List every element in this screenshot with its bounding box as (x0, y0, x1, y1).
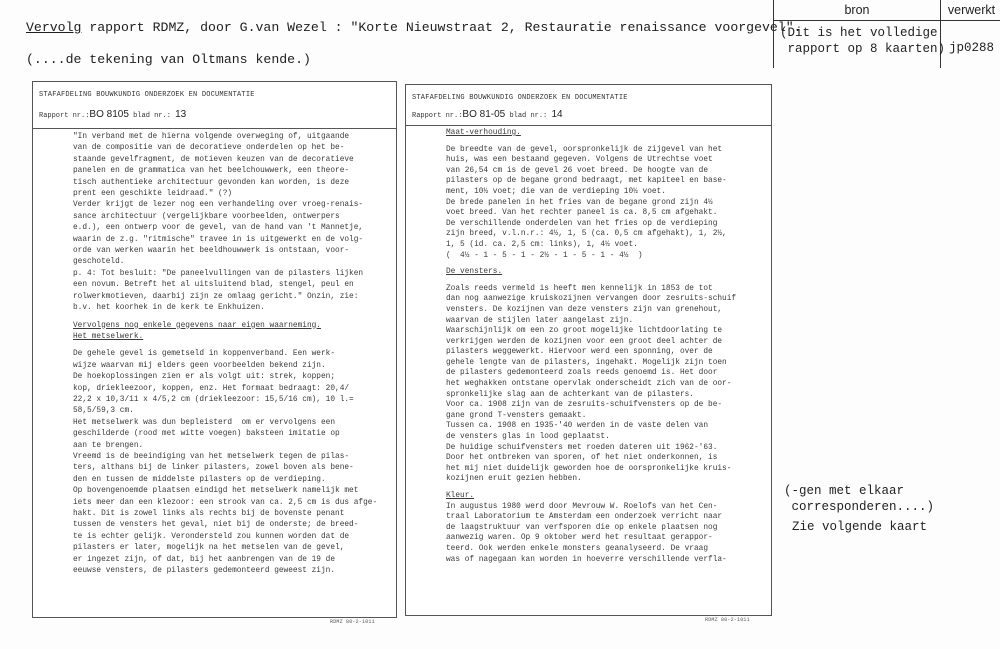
bron-value: (Dit is het volledige rapport op 8 kaarten) (780, 26, 946, 56)
card-header (33, 82, 396, 129)
text-line: pilasters er later, mogelijk na het metselen van de gevel, (73, 544, 345, 553)
document-title (26, 20, 802, 35)
text-line: eeuwse vensters, de pilasters gedemonteerd geweest zijn. (73, 567, 336, 576)
text-line: ters, althans bij de linker pilasters, zowel boven als bene- (73, 464, 354, 473)
text-line: waarin de z.g. "ritmische" travee in is uitgewerkt en de volg- (73, 235, 364, 244)
text-line: teerd. Ook werden enkele monsters geanalyseerd. De vraag (446, 544, 709, 553)
text-line: De gehele gevel is gemetseld in koppenverband. Een werk- (73, 350, 336, 359)
text-line: het mij niet duidelijk geworden hoe de oorspronkelijke kruis- (446, 464, 732, 473)
text-line: was of nagegaan kan worden in hoeverre verschillende verfla- (446, 555, 727, 564)
card-body (446, 128, 767, 565)
text-line: huis, was een bestaand gegeven. Volgens de Utrechtse voet (446, 156, 713, 165)
text-line: de laagstruktuur van verfsporen die op enkele plaatsen nog (446, 523, 718, 532)
text-line: gane grond T-vensters gemaakt. (446, 411, 587, 420)
text-line: aanwezig waren. Op 9 oktober werd het resultaat gerappor- (446, 534, 713, 543)
card-body (73, 132, 392, 577)
text-line: "In verband met de hierna volgende overweging of, uitgaande (73, 133, 350, 141)
text-line: Zoals reeds vermeld is heeft men kennelijk in 1853 de tot (446, 284, 713, 293)
section-heading: Vervolgens nog enkele gegevens naar eigen waarneming. (73, 321, 321, 330)
text-line: Door het ontbreken van sporen, of het niet onderkonnen, is (446, 454, 718, 463)
text-line: Op bovengenoemde plaatsen eindigd het metselwerk namelijk met (73, 487, 359, 496)
document-subtitle: (....de tekening van Oltmans kende.) (26, 52, 311, 67)
blad-label: blad nr.: (509, 112, 548, 120)
text-line: verkrijgen werden de kozijnen voor een groot deel achter de (446, 337, 723, 346)
text-line: gehele lengte van de pilasters, ingehakt. Mogelijk zijn toen (446, 358, 727, 367)
text-line: vensters. De kozijnen van deze vensters zijn van grenehout, (446, 305, 723, 314)
section-heading: De vensters. (446, 268, 503, 277)
text-line: de pilasters gedemonteerd zoals reeds genoemd is. Het door (446, 369, 718, 378)
blad-number: 14 (551, 109, 563, 120)
text-line: In augustus 1980 werd door Mevrouw W. Roelofs van het Cen- (446, 502, 718, 511)
card-header (406, 85, 771, 126)
text-line: wijze waarvan mij elders geen voorbeelden bekend zijn. (73, 361, 326, 370)
text-line: Het metselwerk was dun bepleisterd om er vervolgens een (73, 418, 336, 427)
text-line: prent een geschikte leidraad." (?) (73, 190, 233, 199)
text-line: e.d.), een ontwerp voor de gevel, van de hand van 't Mannetje, (73, 224, 364, 233)
title-prefix: Vervolg (26, 20, 82, 35)
section-heading: Maat-verhouding. (446, 129, 521, 137)
text-line: rolwerkmotieven, daarbij zijn ze omlaag gericht." Onzin, zie: (73, 292, 359, 301)
text-line: 58,5/59,3 cm. (73, 407, 134, 416)
text-line: traal Laboratorium te Amsterdam een onderzoek verricht naar (446, 513, 723, 522)
rapport-line (412, 109, 563, 120)
text-line: De breedte van de gevel, oorspronkelijk de zijgevel van het (446, 145, 723, 154)
text-line: geschilderde (rood met witte voegen) baksteen imitatie op (73, 430, 340, 439)
text-line: een novum. Betreft het al uitsluitend blad, stengel, peul en (73, 281, 354, 290)
card-footer-code: RDMZ 80-2-1011 (705, 617, 750, 623)
text-line: De hoekoplossingen zien er als volgt uit: strek, koppen; (73, 373, 336, 382)
text-line: hakt. Dit is zowel links als rechts bij de bovenste penant (73, 510, 345, 518)
text-line: 22,2 x 10,3/11 x 4/5,2 cm (driekleezoor: 15,5/16 cm), 10 l.= (73, 395, 354, 404)
column-header-bron: bron (844, 3, 870, 17)
text-line: te is echter gelijk. Verondersteld zou kunnen worden dat de (73, 532, 350, 541)
text-line: het weghakken ontstane opervlak onderscheidt zich van de oor- (446, 380, 732, 389)
source-box (773, 0, 1000, 68)
rapport-number: BO 81-05 (462, 109, 506, 120)
text-line: waarvan de stijlen later aangelast zijn. (446, 316, 634, 325)
text-line: orde van werken waarin het beeldhouwwerk is ontstaan, voor- (73, 247, 350, 256)
text-line: voet breed. Van het rechter paneel is ca. 8,5 cm afgehakt. (446, 209, 718, 218)
text-line: tisch authentieke architectuur gevonden kan worden, is deze (73, 178, 350, 187)
text-line: Verder krijgt de lezer nog een verhandeling over vroeg-renais- (73, 201, 364, 210)
section-heading: Het metselwerk. (73, 332, 144, 341)
report-card-14 (405, 84, 772, 616)
text-line: ( 4½ - 1 - 5 - 1 - 2½ - 1 - 5 - 1 - 4½ ) (446, 251, 643, 260)
text-line: p. 4: Tot besluit: "De paneelvullingen van de pilasters lijken (73, 269, 364, 278)
text-line: zijn breed, v.l.n.r.: 4½, 1, 5 (ca. 0,5 cm afgehakt), 1, 2½, (446, 230, 727, 239)
text-line: pilasters op de begane grond bedraagt, met kapiteel en base- (446, 177, 727, 186)
text-line: kozijnen eruit gezien hebben. (446, 475, 582, 484)
next-card-note: Zie volgende kaart (792, 520, 928, 534)
text-line: Vreemd is de beeindiging van het metselwerk tegen de pilas- (73, 452, 350, 461)
verwerkt-value: jp0288 (948, 41, 994, 55)
text-line: kop, driekleezoor, koppen, enz. Het formaat bedraagt: 20,4/ (73, 384, 350, 393)
rapport-number: BO 8105 (89, 109, 129, 120)
text-line: tussen de vensters het geval, niet bij de onderste; de breed- (73, 521, 359, 530)
text-line: ment, 10½ voet; die van de verdieping 10½ voet. (446, 187, 666, 196)
text-line: de vensters glas in lood geplaatst. (446, 433, 610, 442)
blad-number: 13 (175, 109, 187, 120)
section-heading: Kleur. (446, 492, 475, 500)
text-line: dan nog aanwezige kruiskozijnen vervangen door zesruits-schuif (446, 295, 737, 304)
rapport-label: Rapport nr.: (412, 112, 463, 120)
text-line: iets meer dan een klezoor: een strook van ca. 2,5 cm is dus afge- (73, 498, 378, 507)
text-line: Waarschijnlijk om een zo groot mogelijke lichtdoorlating te (446, 327, 723, 336)
department-label: STAFAFDELING BOUWKUNDIG ONDERZOEK EN DOCUMENTATIE (412, 94, 628, 102)
report-card-13 (32, 81, 397, 618)
text-line: panelen en de grammatica van het beelchouwwerk, een theore- (73, 167, 350, 176)
text-line: van de compositie van de decoratieve onderdelen op het be- (73, 144, 345, 153)
text-line: b.v. het koorhek in de kerk te Enkhuizen. (73, 304, 265, 313)
text-line: spronkelijke slag aan de achterkant van de pilasters. (446, 390, 694, 399)
text-line: van 26,54 cm is de gevel 26 voet breed. De hoogte van de (446, 166, 709, 175)
text-line: 1, 5 (id. ca. 2,5 cm: links), 1, 4½ voet. (446, 240, 638, 249)
rapport-line (39, 109, 186, 120)
blad-label: blad nr.: (133, 112, 171, 120)
text-line: geschoteld. (73, 258, 125, 267)
text-line: De huidige schuifvensters met roeden dateren uit 1962-'63. (446, 443, 718, 452)
text-line: pilasters weggewerkt. Hiervoor werd een sponning, over de (446, 348, 713, 357)
department-label: STAFAFDELING BOUWKUNDIG ONDERZOEK EN DOCUMENTATIE (39, 91, 255, 99)
text-line: aan te brengen. (73, 441, 144, 450)
text-line: Voor ca. 1908 zijn van de zesruits-schuifvensters op de be- (446, 401, 723, 410)
text-line: sance architectuur (vergelijkbare voorbeelden, ontwerpers (73, 212, 340, 221)
text-line: den en tussen de middelste pilasters op de verdieping. (73, 475, 326, 484)
text-line: De brede panelen in het fries van de begane grond zijn 4½ (446, 198, 713, 207)
margin-note: (-gen met elkaar corresponderen....) (784, 484, 935, 514)
title-text: rapport RDMZ, door G.van Wezel : "Korte Nieuwstraat 2, Restauratie renaissance voorgevel". (81, 20, 802, 35)
text-line: De verschillende onderdelen van het fries op de verdieping (446, 219, 718, 228)
column-header-verwerkt: verwerkt (947, 3, 996, 17)
text-line: Tussen ca. 1908 en 1935-'40 werden in de vaste delen van (446, 422, 709, 431)
card-footer-code: RDMZ 80-2-1011 (330, 619, 375, 625)
text-line: er ingezet zijn, of dat, bij het aanbrengen van de 19 de (73, 555, 336, 564)
text-line: staande gevelfragment, de motieven keuzen van de decoratieve (73, 155, 354, 164)
rapport-label: Rapport nr.: (39, 112, 90, 120)
